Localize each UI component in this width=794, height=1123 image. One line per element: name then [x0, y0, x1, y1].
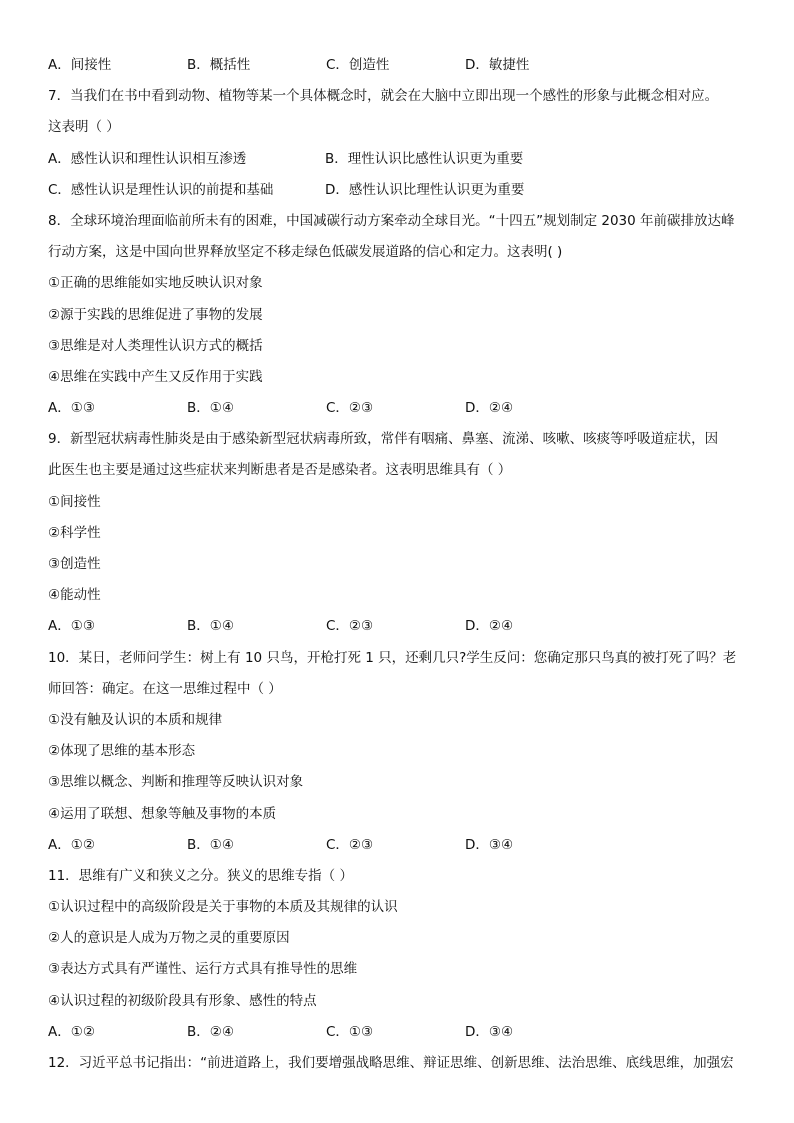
q9-option-d[interactable]: D．②④ [465, 618, 514, 635]
q8-item-3: ③思维是对人类理性认识方式的概括 [48, 337, 263, 354]
q9-option-a[interactable]: A．①③ [48, 618, 95, 635]
exam-page [48, 50, 760, 1079]
q10-item-3: ③思维以概念、判断和推理等反映认识对象 [48, 774, 304, 791]
q8-item-4: ④思维在实践中产生又反作用于实践 [48, 368, 263, 385]
q7-options-row1 [48, 144, 760, 175]
q7-option-c[interactable]: C．感性认识是理性认识的前提和基础 [48, 181, 274, 198]
q11-option-b[interactable]: B．②④ [187, 1023, 234, 1040]
q9-option-c[interactable]: C．②③ [326, 618, 374, 635]
q8-option-b[interactable]: B．①④ [187, 400, 234, 417]
q9-item-2: ②科学性 [48, 524, 101, 541]
q11-item-3: ③表达方式具有严谨性、运行方式具有推导性的思维 [48, 961, 358, 978]
q10-option-d[interactable]: D．③④ [465, 836, 514, 853]
q10-item-1: ①没有触及认识的本质和规律 [48, 711, 223, 728]
q7-option-d[interactable]: D．感性认识比理性认识更为重要 [325, 181, 525, 198]
q9-options [48, 611, 760, 642]
q11-item-4: ④认识过程的初级阶段具有形象、感性的特点 [48, 992, 317, 1009]
q8-item-1: ①正确的思维能如实地反映认识对象 [48, 275, 263, 292]
q10-stem-line1: 10．某日，老师问学生：树上有 10 只鸟，开枪打死 1 只，还剩几只?学生反问：您确定那只鸟真的被打死了吗？老 [48, 649, 737, 666]
q8-option-a[interactable]: A．①③ [48, 400, 95, 417]
q6-option-d[interactable]: D．敏捷性 [465, 57, 530, 73]
q9-item-4: ④能动性 [48, 587, 101, 604]
q8-options [48, 393, 760, 424]
q9-option-b[interactable]: B．①④ [187, 618, 234, 635]
q7-stem-line2: 这表明（ ） [48, 119, 120, 136]
q9-item-1: ①间接性 [48, 493, 101, 510]
q7-options-row2 [48, 175, 760, 206]
q10-option-b[interactable]: B．①④ [187, 836, 234, 853]
q10-item-2: ②体现了思维的基本形态 [48, 743, 196, 760]
q6-option-b[interactable]: B．概括性 [187, 57, 251, 73]
q11-stem-line1: 11．思维有广义和狭义之分。狭义的思维专指（ ） [48, 867, 353, 884]
q10-stem-line2: 师回答：确定。在这一思维过程中（ ） [48, 680, 282, 697]
q10-item-4: ④运用了联想、想象等触及事物的本质 [48, 805, 277, 822]
q9-stem-line1: 9．新型冠状病毒性肺炎是由于感染新型冠状病毒所致，常伴有咽痛、鼻塞、流涕、咳嗽、咳痰等呼吸道症状，因 [48, 431, 719, 448]
q6-option-a[interactable]: A．间接性 [48, 57, 112, 73]
q9-stem-line2: 此医生也主要是通过这些症状来判断患者是否是感染者。这表明思维具有（ ） [48, 462, 512, 479]
q11-item-2: ②人的意识是人成为万物之灵的重要原因 [48, 930, 290, 947]
q6-option-c[interactable]: C．创造性 [326, 57, 390, 73]
q11-options [48, 1017, 760, 1048]
q11-option-d[interactable]: D．③④ [465, 1023, 514, 1040]
q8-stem-line1: 8．全球环境治理面临前所未有的困难，中国减碳行动方案牵动全球目光。“十四五”规划制定 2030 年前碳排放达峰 [48, 212, 735, 229]
q10-option-c[interactable]: C．②③ [326, 836, 374, 853]
q8-option-c[interactable]: C．②③ [326, 400, 374, 417]
q8-stem-line2: 行动方案，这是中国向世界释放坚定不移走绿色低碳发展道路的信心和定力。这表明( ) [48, 244, 563, 261]
q8-option-d[interactable]: D．②④ [465, 400, 514, 417]
q6-options [48, 50, 760, 81]
q11-option-c[interactable]: C．①③ [326, 1023, 374, 1040]
q11-item-1: ①认识过程中的高级阶段是关于事物的本质及其规律的认识 [48, 899, 398, 916]
q7-stem-line1: 7．当我们在书中看到动物、植物等某一个具体概念时，就会在大脑中立即出现一个感性的形象与此概念相对应。 [48, 88, 719, 105]
q8-item-2: ②源于实践的思维促进了事物的发展 [48, 306, 263, 323]
q12-stem-line1: 12．习近平总书记指出：“前进道路上，我们要增强战略思维、辩证思维、创新思维、法治思维、底线思维，加强宏 [48, 1055, 734, 1071]
q9-item-3: ③创造性 [48, 556, 101, 572]
q7-option-b[interactable]: B．理性认识比感性认识更为重要 [325, 150, 524, 167]
q10-option-a[interactable]: A．①② [48, 836, 95, 853]
q11-option-a[interactable]: A．①② [48, 1023, 95, 1040]
q10-options [48, 830, 760, 861]
q7-option-a[interactable]: A．感性认识和理性认识相互渗透 [48, 150, 247, 167]
